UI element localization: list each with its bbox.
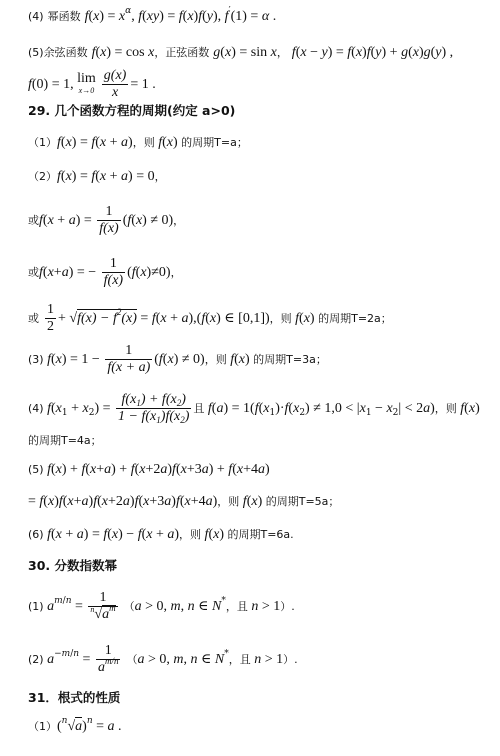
section-31-heading: 31．根式的性质	[28, 690, 121, 705]
sin-function-label: 正弦函数	[165, 46, 210, 59]
period-item-6: (6) f(x + a) = f(x) − f(x + a)，则 f(x) 的周期T=6a.	[28, 527, 294, 542]
period-item-3: (3) f(x) = 1 − $\frac{1}{f(x + a)}$ (f(x) ≠ 0)，则 f(x) 的周期T=3a；	[28, 343, 327, 375]
period-item-4: (4) $f(x_1 + x_2)$ = $\frac{f(x_1) + f(x_2)}{1 - f(x_1)f(x_2)}$ 且 $f(a) = 1(f(x_1)\cdot f(x_2) \ne 1,0 < |x_1 - x_2| < 2a)$，则 f(x)	[28, 392, 480, 425]
period-item-2-alt-reciprocal: 或f(x + a) = $\frac{1}{f(x)}$ (f(x) ≠ 0)，	[28, 204, 185, 236]
fraction-exponent-item-2: (2) $a^{-m/n}$ = $\frac{1}{a^{m/n}}$ （a > 0, m, n ∈ N*，且 n > 1）.	[28, 643, 298, 675]
power-function-label: 幂函数	[47, 10, 81, 23]
power-function-line: (4) 幂函数 $f(x) = x^\alpha$, f(xy) = f(x)f(y), f′(1) = α .	[28, 6, 277, 24]
section-29-heading: 29. 几个函数方程的周期(约定 a>0)	[28, 103, 236, 118]
period-item-5: (5) f(x) + f(x+a) + f(x+2a)f(x+3a) + f(x+4a)	[28, 462, 270, 477]
fraction-exponent-item-1: (1) $a^{m/n}$ = $\frac{1}{^n√a^m}$ （a > 0, m, n ∈ N*，且 n > 1）.	[28, 590, 295, 622]
period-item-4-cont: 的周期T=4a；	[28, 434, 102, 447]
section-30-heading: 30. 分数指数幂	[28, 558, 117, 573]
radical-property-item-1: $(1)(^n√a)^n = a$ .	[28, 716, 122, 734]
period-item-1: （1）f(x) = f(x + a)，则 f(x) 的周期T=a；	[28, 135, 248, 150]
period-item-2-alt-sqrt: 或 $\frac{1}{2}$ + $√f(x) - f^2(x) = f(x + a),(f(x)$ ∈ [0,1])，则 f(x) 的周期T=2a；	[28, 302, 392, 334]
cos-sin-line: (5)余弦函数 f(x) = cos x，正弦函数 g(x) = sin x， f(x − y) = f(x)f(y) + g(x)g(y) ,	[28, 45, 454, 60]
period-item-2-alt-negative-reciprocal: 或f(x+a) = − $\frac{1}{f(x)}$ (f(x)≠0)，	[28, 256, 182, 288]
limit-line: f(0) = 1, lim x→0 $\frac{g(x)}{x}$ = 1 .	[28, 68, 156, 100]
period-item-2: （2）f(x) = f(x + a) = 0，	[28, 169, 166, 184]
period-item-5-cont: = f(x)f(x+a)f(x+2a)f(x+3a)f(x+4a)，则 f(x) 的周期T=5a；	[28, 494, 340, 509]
cos-function-label: 余弦函数	[43, 46, 88, 59]
